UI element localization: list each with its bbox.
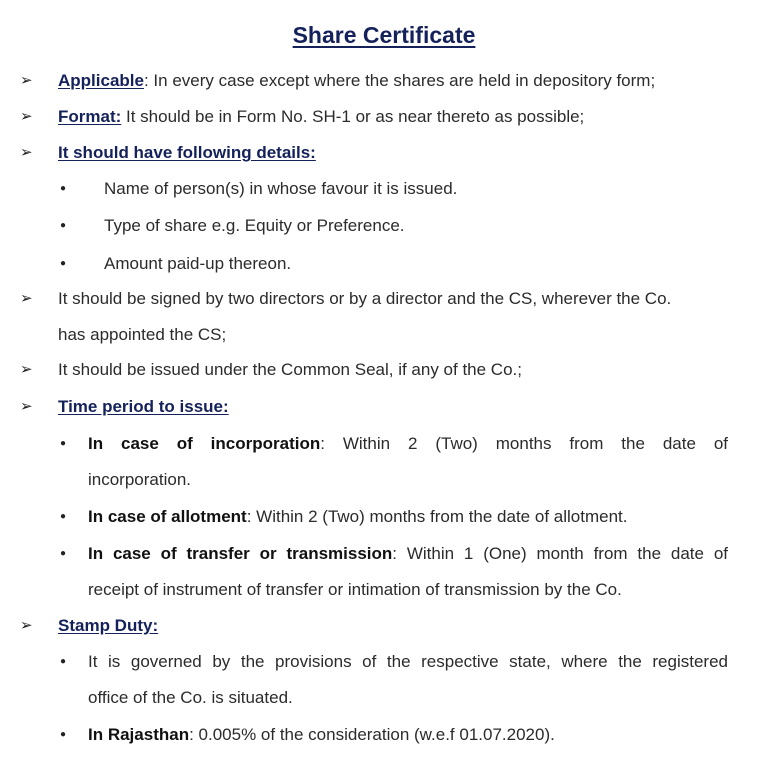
rajasthan-label: In Rajasthan	[88, 725, 190, 744]
time-period-label: Time period to issue:	[58, 397, 229, 416]
dot-bullet-icon: ●	[60, 548, 67, 559]
format-label: Format:	[58, 107, 122, 126]
details-item: Name of person(s) in whose favour it is issued.	[104, 179, 458, 198]
allotment-line	[88, 507, 627, 527]
dot-bullet-icon: ●	[60, 183, 67, 194]
transfer-cont: receipt of instrument of transfer or intimation of transmission by the Co.	[88, 580, 622, 599]
incorporation-line	[88, 434, 728, 454]
governed-line-2: office of the Co. is situated.	[88, 688, 293, 707]
signed-line-1: It should be signed by two directors or by a director and the CS, wherever the Co.	[58, 289, 672, 308]
arrow-bullet-icon: ➢	[20, 290, 33, 307]
incorporation-text: : Within 2 (Two) months from the date of	[320, 434, 728, 453]
time-period-heading	[58, 397, 229, 417]
allotment-label: In case of allotment	[88, 507, 247, 526]
transfer-label: In case of transfer or transmission	[88, 544, 393, 563]
incorporation-cont: incorporation.	[88, 470, 192, 489]
dot-bullet-icon: ●	[60, 438, 67, 449]
rajasthan-line	[88, 725, 555, 745]
governed-line-1: It is governed by the provisions of the respective state, where the registered	[88, 652, 728, 671]
applicable-text: : In every case except where the shares are held in depository form;	[143, 71, 656, 90]
dot-bullet-icon: ●	[60, 729, 67, 740]
transfer-text: : Within 1 (One) month from the date of	[392, 544, 728, 563]
allotment-text: : Within 2 (Two) months from the date of allotment.	[246, 507, 628, 526]
stamp-duty-label: Stamp Duty:	[58, 616, 159, 635]
arrow-bullet-icon: ➢	[20, 617, 33, 634]
dot-bullet-icon: ●	[60, 258, 67, 269]
seal-line: It should be issued under the Common Seal, if any of the Co.;	[58, 360, 522, 379]
applicable-line	[58, 71, 655, 91]
rajasthan-text: : 0.005% of the consideration (w.e.f 01.07.2020).	[189, 725, 555, 744]
details-label: It should have following details:	[58, 143, 316, 162]
transfer-line	[88, 544, 728, 564]
arrow-bullet-icon: ➢	[20, 72, 33, 89]
dot-bullet-icon: ●	[60, 220, 67, 231]
dot-bullet-icon: ●	[60, 656, 67, 667]
arrow-bullet-icon: ➢	[20, 144, 33, 161]
page-title: Share Certificate	[292, 22, 476, 48]
applicable-label: Applicable	[58, 71, 144, 90]
incorporation-label: In case of incorporation	[88, 434, 321, 453]
dot-bullet-icon: ●	[60, 511, 67, 522]
stamp-duty-heading	[58, 616, 158, 636]
details-item: Type of share e.g. Equity or Preference.	[104, 216, 405, 235]
arrow-bullet-icon: ➢	[20, 398, 33, 415]
signed-line-2: has appointed the CS;	[58, 325, 227, 344]
arrow-bullet-icon: ➢	[20, 108, 33, 125]
format-line	[58, 107, 584, 127]
details-item: Amount paid-up thereon.	[104, 254, 292, 273]
details-heading	[58, 143, 316, 163]
format-text: It should be in Form No. SH-1 or as near thereto as possible;	[121, 107, 585, 126]
arrow-bullet-icon: ➢	[20, 361, 33, 378]
